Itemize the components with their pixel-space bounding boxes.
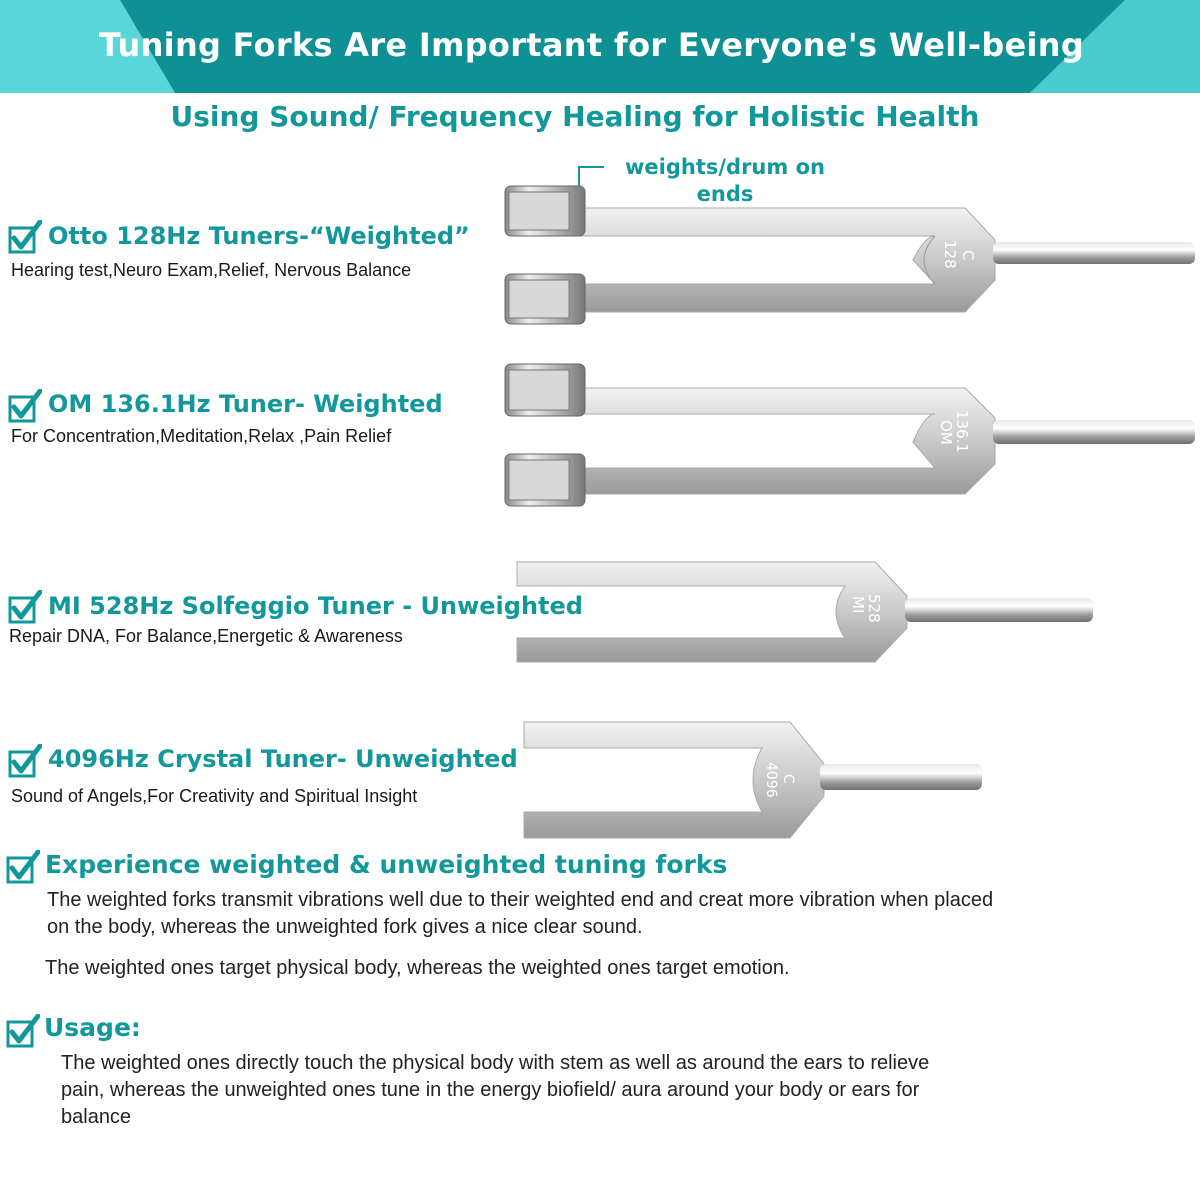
experience-paragraph-2: The weighted ones target physical body, whereas the weighted ones target emotion. [45,957,790,979]
usage-title: Usage: [44,1013,141,1042]
fork-title-otto-128: Otto 128Hz Tuners-“Weighted” [48,222,470,250]
fork-mi-528-image [515,560,1105,665]
checkbox-check-icon [6,850,40,884]
fork-desc-otto-128: Hearing test,Neuro Exam,Relief, Nervous Balance [11,260,412,280]
experience-para1-line2: on the body, whereas the unweighted fork gives a nice clear sound. [47,916,643,938]
experience-title: Experience weighted & unweighted tuning forks [45,850,728,879]
engraving-528: 528 [865,594,883,623]
fork-title-mi-528: MI 528Hz Solfeggio Tuner - Unweighted [48,592,583,620]
engraving-4096: 4096 [763,762,779,798]
page-subtitle: Using Sound/ Frequency Healing for Holistic Health [170,100,980,133]
usage-line-3: balance [61,1106,132,1128]
engraving-mi: MI [849,596,867,614]
header-banner [0,0,1200,93]
engraving-om: OM [937,420,955,445]
fork-4096-image [522,720,992,840]
checkbox-check-icon [8,220,42,254]
checkbox-check-icon [8,744,42,778]
fork-om-136-image [495,360,1200,515]
fork-title-4096: 4096Hz Crystal Tuner- Unweighted [48,745,518,773]
fork-desc-mi-528: Repair DNA, For Balance,Energetic & Awareness [9,626,403,646]
experience-paragraph-1 [47,887,1147,941]
checkbox-check-icon [8,590,42,624]
engraving-128: 128 [941,240,959,269]
experience-para1-line1: The weighted forks transmit vibrations well due to their weighted end and creat more vibration when placed [47,889,994,911]
engraving-128-c: C [959,250,977,261]
engraving-136: 136.1 [953,410,971,453]
fork-otto-128-image [495,180,1200,330]
usage-paragraph [61,1050,1161,1131]
checkbox-check-icon [6,1014,40,1048]
fork-desc-om-136: For Concentration,Meditation,Relax ,Pain Relief [11,426,392,446]
banner-title: Tuning Forks Are Important for Everyone's Well-being [98,26,1085,64]
usage-line-1: The weighted ones directly touch the physical body with stem as well as around the ears to relieve [61,1052,930,1074]
fork-desc-4096: Sound of Angels,For Creativity and Spiritual Insight [11,786,418,806]
engraving-4096-c: C [780,774,796,784]
annotation-line-1: weights/drum on ends [625,155,825,206]
checkbox-check-icon [8,389,42,423]
fork-title-om-136: OM 136.1Hz Tuner- Weighted [48,390,443,418]
usage-line-2: pain, whereas the unweighted ones tune in the energy biofield/ aura around your body or ears for [61,1079,920,1101]
